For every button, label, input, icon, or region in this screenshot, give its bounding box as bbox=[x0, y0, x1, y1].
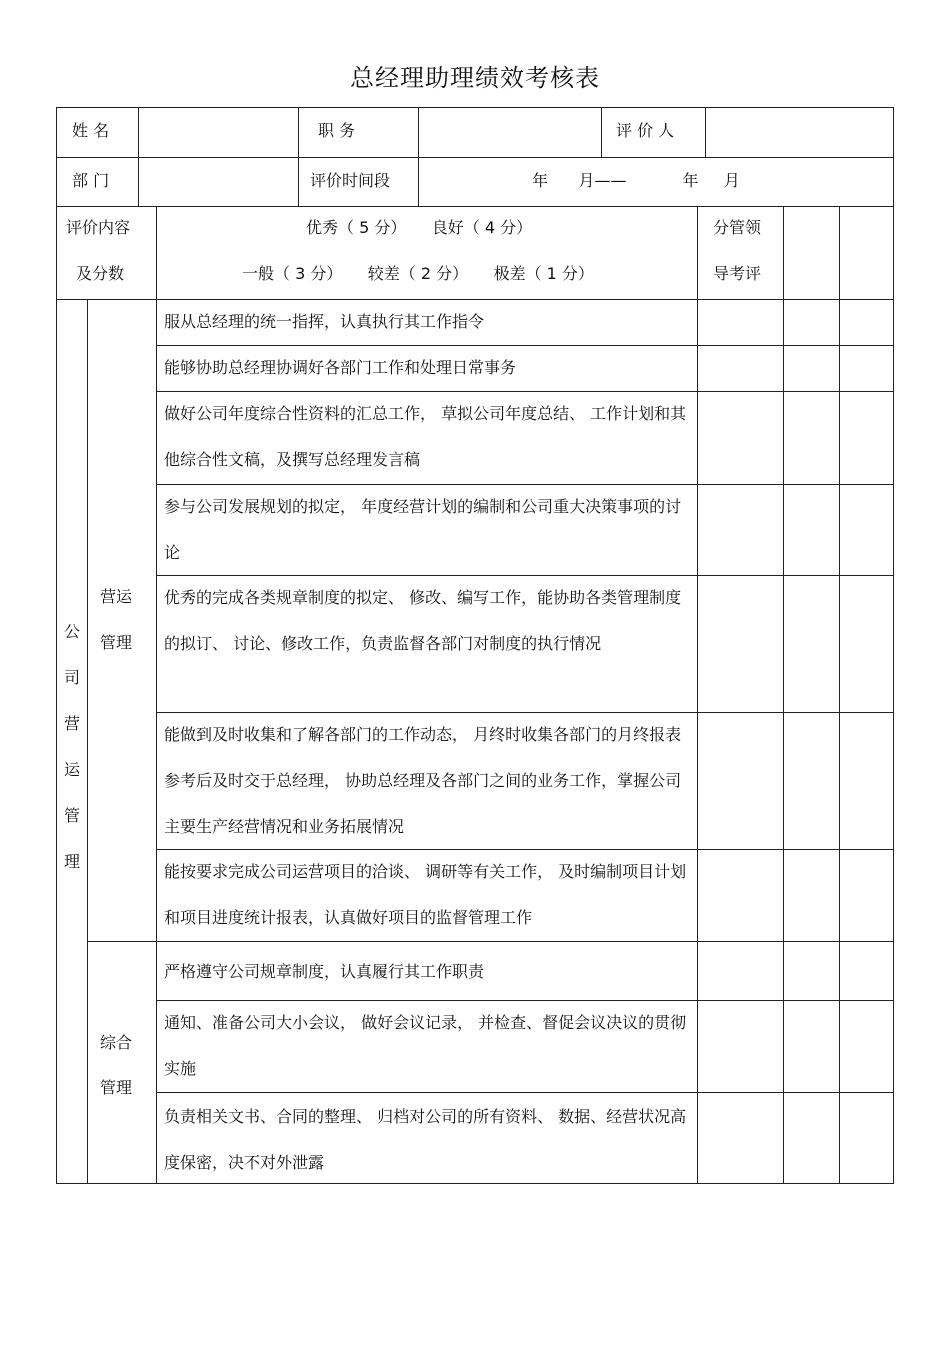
evaluator-label: 评 价 人 bbox=[616, 121, 675, 140]
position-field[interactable] bbox=[419, 108, 601, 157]
score-cell[interactable] bbox=[840, 300, 893, 345]
period-value[interactable]: 年 月—— 年 月 bbox=[532, 171, 740, 190]
item-text: 通知、准备公司大小会议， 做好会议记录， 并检查、督促会议决议的贯彻实施 bbox=[164, 1013, 687, 1078]
group-1-name-line2: 管理 bbox=[100, 633, 133, 652]
group-2-name-line2: 管理 bbox=[100, 1078, 133, 1097]
item-text: 负责相关文书、合同的整理、 归档对公司的所有资料、 数据、经营状况高度保密，决不对外泄露 bbox=[164, 1107, 687, 1172]
dept-field[interactable] bbox=[139, 158, 298, 206]
item-text: 能按要求完成公司运营项目的洽谈、 调研等有关工作， 及时编制项目计划和项目进度统计报表，认真做好项目的监督管理工作 bbox=[164, 862, 687, 927]
scale-label-line2: 及分数 bbox=[76, 264, 125, 283]
name-label: 姓 名 bbox=[72, 121, 110, 140]
group-1-name-line1: 营运 bbox=[100, 587, 133, 606]
group-2-name-line1: 综合 bbox=[100, 1033, 133, 1052]
dept-label: 部 门 bbox=[72, 171, 110, 190]
position-label: 职 务 bbox=[318, 121, 356, 140]
scale-line2: 一般（ 3 分） 较差（ 2 分） 极差（ 1 分） bbox=[242, 264, 594, 283]
item-text: 能做到及时收集和了解各部门的工作动态， 月终时收集各部门的月终报表参考后及时交于总经理， 协助总经理及各部门之间的业务工作，掌握公司主要生产经营情况和业务拓展情况 bbox=[164, 725, 682, 836]
name-field[interactable] bbox=[139, 108, 298, 157]
period-label: 评价时间段 bbox=[310, 171, 391, 190]
supervisor-label-line2: 导考评 bbox=[713, 264, 762, 283]
supervisor-score-cell[interactable] bbox=[698, 300, 783, 345]
scale-label-line1: 评价内容 bbox=[66, 218, 131, 237]
score-cell[interactable] bbox=[784, 300, 839, 345]
scale-line1: 优秀（ 5 分） 良好（ 4 分） bbox=[306, 218, 533, 237]
item-text: 优秀的完成各类规章制度的拟定、 修改、编写工作，能协助各类管理制度的拟订、 讨论、修改工作，负责监督各部门对制度的执行情况 bbox=[164, 588, 682, 653]
item-text: 做好公司年度综合性资料的汇总工作， 草拟公司年度总结、 工作计划和其他综合性文稿，及撰写总经理发言稿 bbox=[164, 404, 687, 469]
item-text: 服从总经理的统一指挥，认真执行其工作指令 bbox=[164, 312, 485, 331]
category-label: 公司营运管理 bbox=[63, 622, 80, 871]
evaluator-field[interactable] bbox=[706, 108, 893, 157]
supervisor-label-line1: 分管领 bbox=[713, 218, 762, 237]
page-title: 总经理助理绩效考核表 bbox=[350, 64, 600, 92]
item-text: 参与公司发展规划的拟定， 年度经营计划的编制和公司重大决策事项的讨论 bbox=[164, 497, 682, 562]
item-text: 能够协助总经理协调好各部门工作和处理日常事务 bbox=[164, 358, 517, 377]
item-text: 严格遵守公司规章制度，认真履行其工作职责 bbox=[164, 962, 485, 981]
